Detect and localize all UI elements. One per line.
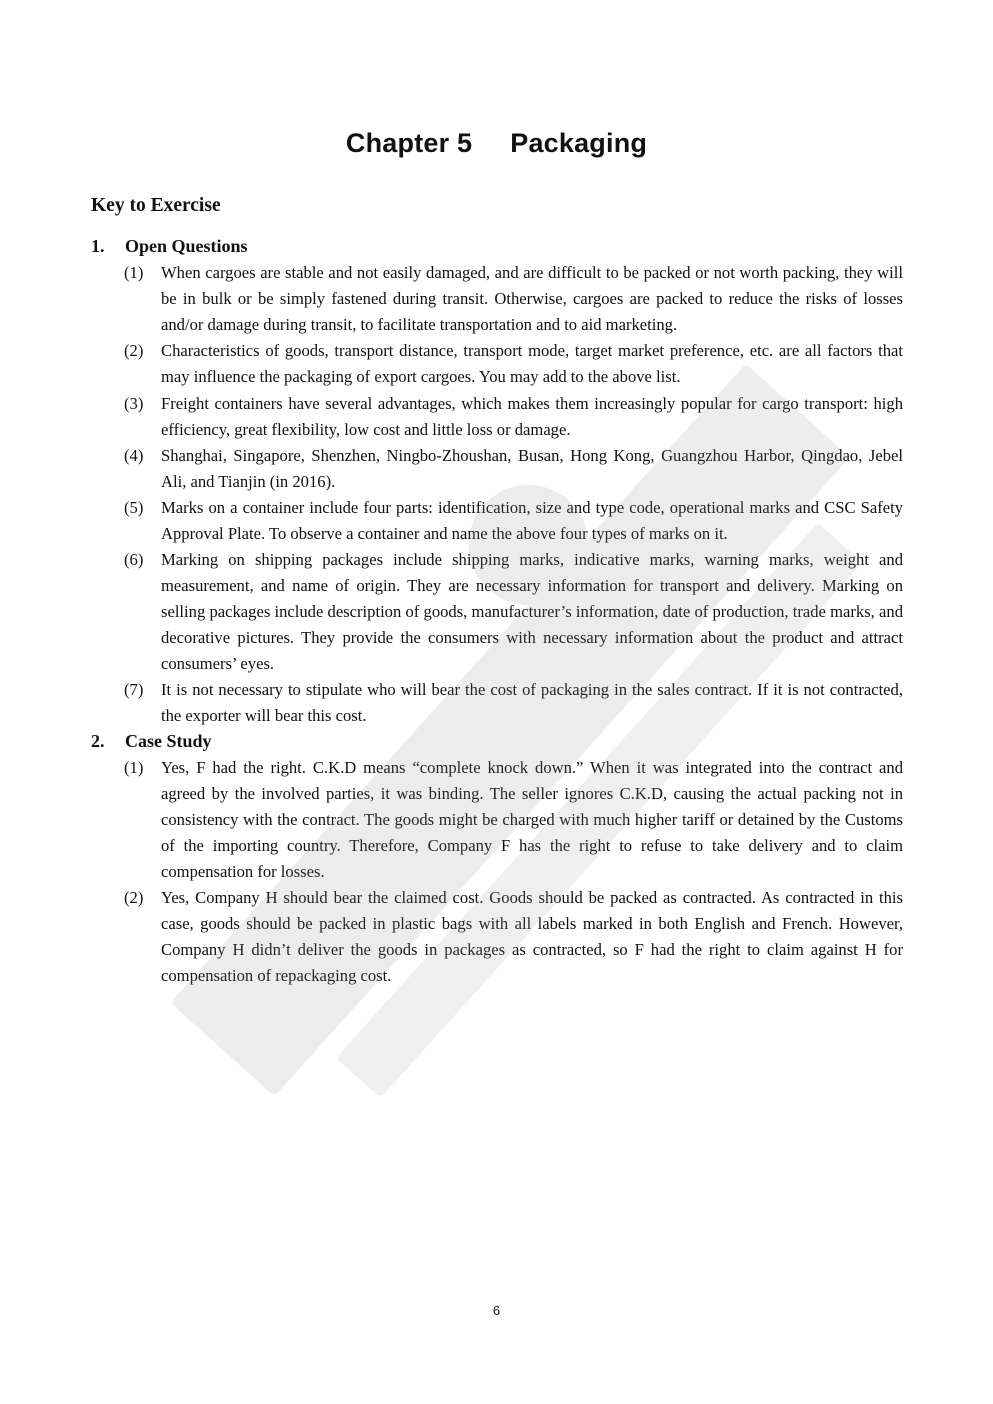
answer-item <box>124 391 903 443</box>
section-heading: Key to Exercise <box>91 195 221 216</box>
chapter-name: Packaging <box>510 128 648 158</box>
chapter-title <box>0 128 993 159</box>
answer-item <box>124 338 903 390</box>
answer-item <box>124 677 903 729</box>
answer-item <box>124 885 903 989</box>
answer-item <box>124 495 903 547</box>
chapter-number: Chapter 5 <box>345 128 473 158</box>
item-label: (2) <box>124 341 144 360</box>
item-label: (4) <box>124 446 144 465</box>
item-text: Freight containers have several advantages, which makes them increasingly popular for cargo transport: high efficiency, great flexibility, low cost and little loss or damage. <box>161 394 903 439</box>
answer-item <box>124 443 903 495</box>
section-number: 2. <box>91 731 105 751</box>
item-text: It is not necessary to stipulate who will bear the cost of packaging in the sales contract. If it is not contracted, the exporter will bear this cost. <box>161 680 903 725</box>
page-number: 6 <box>492 1303 501 1318</box>
section-title: Open Questions <box>125 236 248 256</box>
case-study-heading <box>91 731 212 752</box>
item-text: Characteristics of goods, transport distance, transport mode, target market preference, etc. are all factors that may influence the packaging of export cargoes. You may add to the above list. <box>161 341 903 386</box>
item-label: (7) <box>124 680 144 699</box>
item-text: Shanghai, Singapore, Shenzhen, Ningbo-Zhoushan, Busan, Hong Kong, Guangzhou Harbor, Qingdao, Jebel Ali, and Tianjin (in 2016). <box>161 446 903 491</box>
answer-item <box>124 547 903 677</box>
open-questions-heading <box>91 236 248 257</box>
item-text: When cargoes are stable and not easily damaged, and are difficult to be packed or not worth packing, they will be in bulk or be simply fastened during transit. Otherwise, cargoes are packed to reduce the risks of losses and/or damage during transit, to facilitate transportation and to aid marketing. <box>161 263 903 334</box>
item-label: (6) <box>124 550 144 569</box>
item-label: (1) <box>124 263 144 282</box>
item-text: Marking on shipping packages include shipping marks, indicative marks, warning marks, weight and measurement, and name of origin. They are necessary information for transport and delivery. Marking on selling packages include description of goods, manufacturer’s information, date of production, trade marks, and decorative pictures. They provide the consumers with necessary information about the product and attract consumers’ eyes. <box>161 550 903 673</box>
item-text: Yes, F had the right. C.K.D means “complete knock down.” When it was integrated into the contract and agreed by the involved parties, it was binding. The seller ignores C.K.D, causing the actual packing not in consistency with the contract. The goods might be charged with much higher tariff or detained by the Customs of the importing country. Therefore, Company F has the right to refuse to take delivery and to claim compensation for losses. <box>161 758 903 881</box>
item-text: Marks on a container include four parts: identification, size and type code, operational marks and CSC Safety Approval Plate. To observe a container and name the above four types of marks on it. <box>161 498 903 543</box>
item-label: (1) <box>124 758 144 777</box>
item-label: (5) <box>124 498 144 517</box>
section-number: 1. <box>91 236 105 256</box>
item-label: (2) <box>124 888 144 907</box>
answer-item <box>124 755 903 885</box>
section-title: Case Study <box>125 731 212 751</box>
item-text: Yes, Company H should bear the claimed cost. Goods should be packed as contracted. As contracted in this case, goods should be packed in plastic bags with all labels marked in both English and French. However, Company H didn’t deliver the goods in packages as contracted, so F had the right to claim against H for compensation of repackaging cost. <box>161 888 903 985</box>
item-label: (3) <box>124 394 144 413</box>
answer-item <box>124 260 903 338</box>
